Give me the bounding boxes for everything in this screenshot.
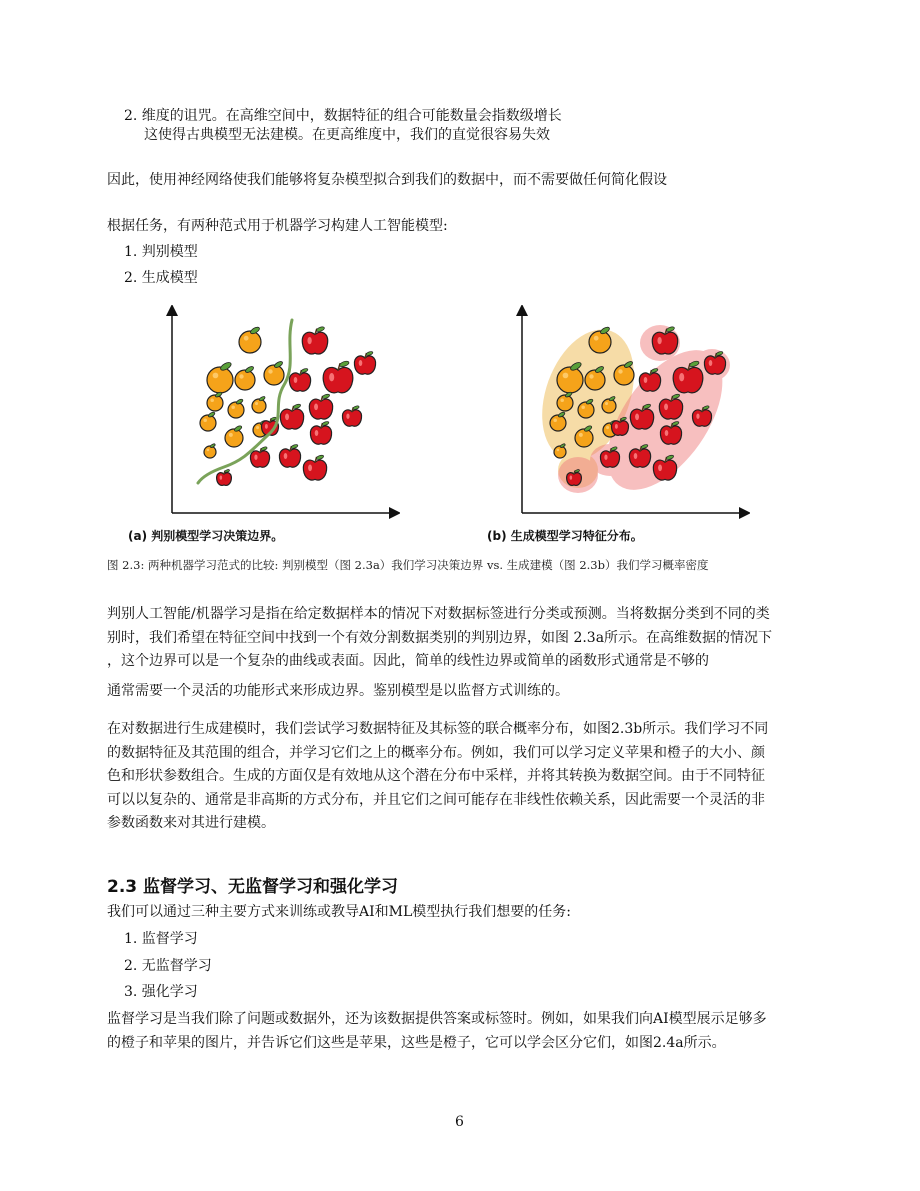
apple-icon: [310, 421, 331, 444]
paragraph-neural-networks: 因此，使用神经网络使我们能够将复杂模型拟合到我们的数据中，而不需要做任何简化假设: [107, 172, 667, 188]
apple-icon: [309, 393, 332, 419]
apple-icon: [289, 368, 310, 391]
section-intro: 我们可以通过三种主要方式来训练或教导AI和ML模型执行我们想要的任务:: [107, 904, 571, 920]
paragraph-discriminative: [107, 603, 813, 703]
orange-icon: [239, 326, 261, 353]
orange-icon: [235, 365, 255, 390]
apple-icon: [323, 360, 353, 393]
paragraph-line: 的橙子和苹果的图片，并告诉它们这些是苹果，这些是橙子，它可以学会区分它们，如图2.4a所示。: [107, 1034, 726, 1051]
orange-icon: [204, 443, 216, 458]
paragraph-line: 别时，我们希望在特征空间中找到一个有效分割数据类别的判别边界，如图 2.3a所示。在高维数据的情况下: [107, 629, 773, 646]
orange-icon: [252, 396, 266, 413]
orange-icon: [225, 425, 243, 447]
apple-icon: [342, 405, 361, 426]
apple-icon: [217, 469, 232, 485]
paragraph-line: 色和形状参数组合。生成的方面仅是有效地从这个潜在分布中采样，并将其转换为数据空间。由于不同特征: [107, 768, 765, 784]
list-item-curse-line2: 这使得古典模型无法建模。在更高维度中，我们的直觉很容易失效: [144, 127, 550, 143]
list-item-reinforcement: 3. 强化学习: [124, 984, 198, 1000]
list-item-generative: 2. 生成模型: [124, 270, 198, 286]
apple-icon: [280, 403, 303, 429]
figure-caption: 图 2.3: 两种机器学习范式的比较: 判别模型（图 2.3a）我们学习决策边界 vs. 生成建模（图 2.3b）我们学习概率密度: [107, 558, 709, 572]
apple-icon: [302, 326, 327, 354]
list-item-curse-line1: 2. 维度的诅咒。在高维空间中，数据特征的组合可能数量会指数级增长: [124, 108, 562, 124]
page-number: 6: [455, 1114, 464, 1130]
list-item-unsupervised: 2. 无监督学习: [124, 958, 212, 974]
orange-icon: [207, 361, 233, 393]
orange-icon: [200, 411, 216, 431]
paragraph-line: 可以以复杂的、通常是非高斯的方式分布，并且它们之间可能存在非线性依赖关系，因此需要一个灵活的非: [107, 791, 765, 808]
apple-icon: [303, 454, 326, 480]
paragraph-paradigms-intro: 根据任务，有两种范式用于机器学习构建人工智能模型:: [107, 218, 448, 234]
list-item-discriminative: 1. 判别模型: [124, 244, 198, 260]
figure-generative: [510, 305, 750, 520]
orange-icon: [207, 391, 223, 411]
paragraph-line: 监督学习是当我们除了问题或数据外，还为该数据提供答案或标签时。例如，如果我们向AI模型展示足够多: [107, 1011, 767, 1027]
subcaption-a: (a) 判别模型学习决策边界。: [128, 529, 284, 543]
paragraph-line: 在对数据进行生成建模时，我们尝试学习数据特征及其标签的联合概率分布，如图2.3b所示。我们学习不同: [107, 721, 769, 737]
list-item-supervised: 1. 监督学习: [124, 931, 198, 947]
apple-icon: [354, 351, 375, 374]
orange-icon: [228, 398, 244, 418]
figure-discriminative: [160, 305, 400, 520]
paragraph-line: ，这个边界可以是一个复杂的曲线或表面。因此，简单的线性边界或简单的函数形式通常是不够的: [107, 653, 709, 669]
orange-icon: [264, 360, 284, 385]
subcaption-b: (b) 生成模型学习特征分布。: [487, 529, 643, 543]
paragraph-line: 参数函数来对其进行建模。: [107, 815, 275, 831]
paragraph-line: 判别人工智能/机器学习是指在给定数据样本的情况下对数据标签进行分类或预测。当将数据分类到不同的类: [107, 606, 770, 622]
paragraph-line: 的数据特征及其范围的组合，并学习它们之上的概率分布。例如，我们可以学习定义苹果和橙子的大小、颜: [107, 744, 765, 761]
paragraph-line: 通常需要一个灵活的功能形式来形成边界。鉴别模型是以监督方式训练的。: [107, 682, 569, 699]
fruit-points-a: [200, 326, 376, 486]
section-heading: 2.3 监督学习、无监督学习和强化学习: [107, 877, 399, 897]
paragraph-supervised: [107, 1008, 813, 1055]
apple-icon: [279, 444, 300, 467]
paragraph-generative: [107, 718, 813, 836]
